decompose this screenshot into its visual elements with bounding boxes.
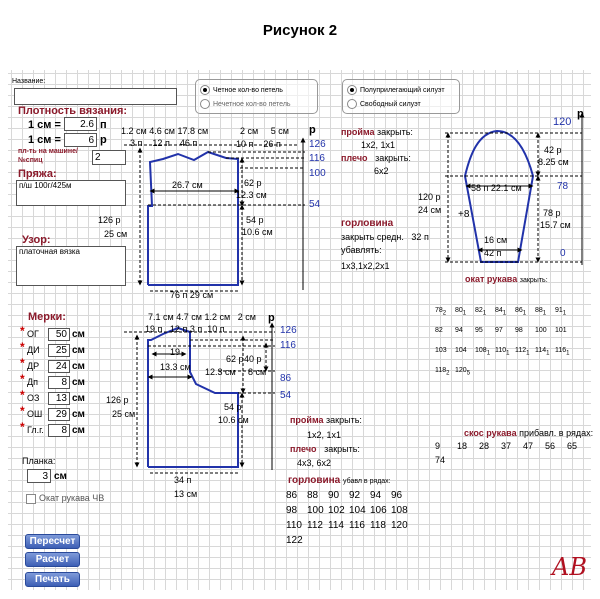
radio-odd-label: Нечетное кол-во петель — [213, 100, 291, 108]
back-row-54: 54 — [309, 199, 321, 210]
front-armhole-rows: 62 р — [226, 354, 244, 364]
sleeve-slope-row-value: 37 — [501, 441, 512, 451]
sleeve-rows-axis-label: р — [577, 108, 584, 120]
front-neck-row-value: 90 — [328, 490, 340, 501]
front-neck-row-value: 118 — [370, 520, 386, 531]
cap-row-value: 98 — [515, 327, 523, 334]
front-piece-dims — [124, 325, 275, 473]
front-bottom-cm: 13 см — [174, 489, 198, 499]
sleeve-lower-cm: 15.7 см — [540, 220, 571, 230]
required-star: * — [20, 388, 25, 402]
front-armhole-cm: 12.3 см — [205, 367, 236, 377]
sleeve-slope-row-value: 28 — [479, 441, 490, 451]
back-top-dims-cm: 1.2 см 4.6 см 17.8 см — [121, 126, 209, 136]
print-button[interactable]: Печать — [25, 572, 80, 587]
front-neck-row-value: 88 — [307, 490, 319, 501]
sleeve-slope-row-value: 74 — [435, 455, 446, 465]
cap-row-value: $86_1$ — [515, 307, 527, 317]
cap-row-value: $112_1$ — [515, 347, 530, 357]
front-side-cm: 10.6 см — [218, 415, 249, 425]
front-neck-depth-rows: 40 р — [244, 354, 262, 364]
front-width-cm: 13.3 см — [160, 362, 191, 372]
measure-unit: см — [72, 393, 85, 404]
sleeve-row-120: 120 — [553, 116, 572, 128]
radio-semi-fitted-label: Полуприлегающий силуэт — [360, 86, 445, 94]
required-star: * — [20, 356, 25, 370]
back-top-dims-cm-right: 2 см 5 см — [240, 126, 289, 136]
density-title: Плотность вязания: — [18, 105, 128, 117]
front-row-54: 54 — [280, 390, 292, 401]
front-neck-depth-cm: 8 см — [248, 367, 267, 377]
author-logo: AB — [552, 553, 587, 581]
back-side-cm: 10.6 см — [242, 227, 273, 237]
back-top-dims-p-right: 10 п 26 п — [236, 139, 281, 149]
front-height-rows: 126 р — [106, 395, 129, 405]
front-rows-axis-label: р — [268, 312, 275, 324]
front-neck-row-value: 108 — [391, 505, 408, 516]
placket-unit: см — [54, 471, 67, 482]
placket-label: Планка: — [22, 456, 56, 466]
back-height-rows: 126 р — [98, 215, 121, 225]
radio-loose-label: Свободный силуэт — [360, 100, 421, 108]
back-row-116: 116 — [309, 153, 325, 164]
back-neck-decrease-label: убавлять: — [341, 245, 382, 255]
required-star: * — [20, 404, 25, 418]
measure-unit: см — [72, 409, 85, 420]
measures-title: Мерки: — [28, 311, 66, 323]
required-star: * — [20, 340, 25, 354]
sleeve-lower-rows: 78 р — [543, 208, 561, 218]
measure-label: Гл.г. — [27, 425, 44, 435]
sleeve-slope-row-value: 9 — [435, 441, 441, 451]
cap-row-value: $108_1$ — [475, 347, 491, 357]
front-shoulder-instr: плечо закрыть: — [290, 444, 360, 454]
front-neck-width: 19 — [170, 347, 181, 357]
front-neck-row-value: 94 — [370, 490, 382, 501]
sleeve-row-0: 0 — [560, 248, 566, 259]
measure-label: ОШ — [27, 409, 43, 419]
back-height-cm: 25 см — [104, 229, 128, 239]
cap-row-value: 103 — [435, 347, 447, 354]
sleeve-height-cm: 24 см — [418, 205, 442, 215]
cap-row-value: 82 — [435, 327, 443, 334]
sleeve-slope-row-value: 65 — [567, 441, 578, 451]
density-row2-unit: р — [100, 134, 107, 146]
front-row-126: 126 — [280, 325, 297, 336]
back-shoulder-value: 6х2 — [374, 166, 389, 176]
needles-label: №спиц — [18, 157, 43, 164]
front-neck-row-value: 116 — [349, 520, 365, 531]
front-height-cm: 25 см — [112, 409, 136, 419]
sleeve-cap-rows: 42 р — [544, 145, 562, 155]
cap-row-value: $82_1$ — [475, 307, 487, 317]
cap-row-value: 94 — [455, 327, 463, 334]
sleeve-height-rows: 120 р — [418, 192, 441, 202]
front-row-116: 116 — [280, 340, 296, 351]
measure-unit: см — [72, 425, 85, 436]
name-label: Название: — [12, 78, 46, 85]
back-armhole-value: 1х2, 1х1 — [361, 140, 396, 150]
back-armhole-instr: пройма закрыть: — [341, 127, 413, 137]
measure-label: ОЗ — [27, 393, 40, 403]
cap-row-value: $114_1$ — [535, 347, 550, 357]
density-row2-label: 1 см = — [28, 134, 61, 146]
measure-label: ОГ — [27, 329, 39, 339]
front-neck-instr: горловина убавл в рядах: — [288, 475, 391, 486]
back-row-126: 126 — [309, 139, 326, 150]
cap-row-value: 100 — [535, 327, 547, 334]
measure-unit: см — [72, 361, 85, 372]
back-rows-axis-label: р — [309, 124, 316, 136]
radio-even-label: Четное кол-во петель — [213, 86, 283, 94]
front-row-86: 86 — [280, 373, 292, 384]
back-row-100: 100 — [309, 168, 326, 179]
front-neck-row-value: 86 — [286, 490, 298, 501]
front-top-dims-cm: 7.1 см 4.7 см 1.2 см 2 см — [148, 312, 256, 322]
sleeve-cuff-p: 42 п — [484, 248, 502, 258]
sleeve-cuff-cm: 16 см — [484, 235, 508, 245]
cap-row-value: $88_1$ — [535, 307, 547, 317]
front-top-dims-p: 19 п 12 п 3 п 10 п — [145, 324, 225, 334]
front-neck-row-value: 100 — [307, 505, 324, 516]
required-star: * — [20, 372, 25, 386]
yarn-textarea[interactable]: п/ш 100г/425м — [16, 180, 126, 206]
back-bottom-width: 76 п 29 см — [170, 290, 214, 300]
front-piece-outline — [148, 328, 238, 467]
cap-row-value: $118_2$ — [435, 367, 450, 377]
sleeve-slope-row-value: 47 — [523, 441, 534, 451]
back-neck-mid: закрыть средн. 32 п — [341, 232, 429, 242]
yarn-title: Пряжа: — [18, 168, 57, 180]
sleeve-width: 58 п 22.1 см — [471, 183, 522, 193]
sleeve-increase-plus: +8 — [458, 209, 470, 220]
back-armhole-cm: 12.3 см — [236, 190, 267, 200]
density-row1-label: 1 см = — [28, 119, 61, 131]
required-star: * — [20, 324, 25, 338]
cap-row-value: 97 — [495, 327, 503, 334]
front-armhole-value: 1х2, 1х1 — [307, 430, 342, 440]
cap-row-value: $80_1$ — [455, 307, 467, 317]
front-side-rows: 54 р — [224, 402, 242, 412]
measure-unit: см — [72, 345, 85, 356]
front-neck-row-value: 114 — [328, 520, 344, 531]
cap-row-value: $110_1$ — [495, 347, 510, 357]
front-neck-row-value: 120 — [391, 520, 408, 531]
required-star: * — [20, 420, 25, 434]
cap-row-value: $91_1$ — [555, 307, 567, 317]
back-piece-outline — [148, 152, 238, 285]
machine-label: пл-ть на машине/ — [18, 148, 78, 155]
front-neck-row-value: 102 — [328, 505, 345, 516]
back-shoulder-instr: плечо закрыть: — [341, 153, 411, 163]
figure-title: Рисунок 2 — [262, 22, 338, 39]
front-neck-row-value: 92 — [349, 490, 361, 501]
sleeve-row-78: 78 — [557, 181, 569, 192]
pattern-textarea[interactable]: платочная вязка — [16, 246, 126, 286]
cap-row-value: $120_5$ — [455, 367, 471, 377]
measure-unit: см — [72, 377, 85, 388]
cap-row-value: $84_1$ — [495, 307, 507, 317]
front-neck-row-value: 96 — [391, 490, 403, 501]
sleeve-slope-row-value: 18 — [457, 441, 468, 451]
back-side-rows: 54 р — [246, 215, 264, 225]
front-neck-row-value: 112 — [307, 520, 323, 531]
front-neck-row-value: 110 — [286, 520, 302, 531]
measure-label: ДР — [27, 361, 40, 371]
sleeve-slope-row-value: 56 — [545, 441, 556, 451]
cap-row-value: $116_1$ — [555, 347, 570, 357]
front-neck-row-value: 104 — [349, 505, 366, 516]
back-armhole-rows: 62 р — [244, 178, 262, 188]
cap-row-value: $78_2$ — [435, 307, 447, 317]
calc-button[interactable]: Расчет — [25, 552, 80, 567]
density-row1-unit: п — [100, 119, 107, 131]
measure-label: ДИ — [27, 345, 40, 355]
front-neck-row-value: 122 — [286, 535, 303, 546]
front-armhole-instr: пройма закрыть: — [290, 415, 362, 425]
back-neck-decrease-value: 1х3,1х2,2х1 — [341, 261, 390, 271]
sleeve-cap-checkbox-label: Окат рукава ЧВ — [39, 493, 105, 503]
cap-row-value: 104 — [455, 347, 467, 354]
back-neck-title: горловина — [341, 218, 394, 229]
back-top-dims-p: 3 п 12 п 46 п — [130, 138, 198, 148]
front-neck-row-value: 106 — [370, 505, 387, 516]
sleeve-cap-cm: 8.25 см — [538, 157, 569, 167]
back-width-label: 26.7 см — [172, 180, 203, 190]
front-bottom-p: 34 п — [174, 475, 192, 485]
sleeve-slope-instr: скос рукава прибавл. в рядах: — [464, 428, 594, 438]
sleeve-cap-instr: окат рукава закрыть: — [465, 274, 548, 284]
measure-label: Дп — [27, 377, 38, 387]
cap-row-value: 101 — [555, 327, 567, 334]
front-shoulder-value: 4х3, 6х2 — [297, 458, 332, 468]
pattern-title: Узор: — [22, 234, 51, 246]
measure-unit: см — [72, 329, 85, 340]
recalc-button[interactable]: Пересчет — [25, 534, 80, 549]
front-neck-row-value: 98 — [286, 505, 298, 516]
cap-row-value: 95 — [475, 327, 483, 334]
